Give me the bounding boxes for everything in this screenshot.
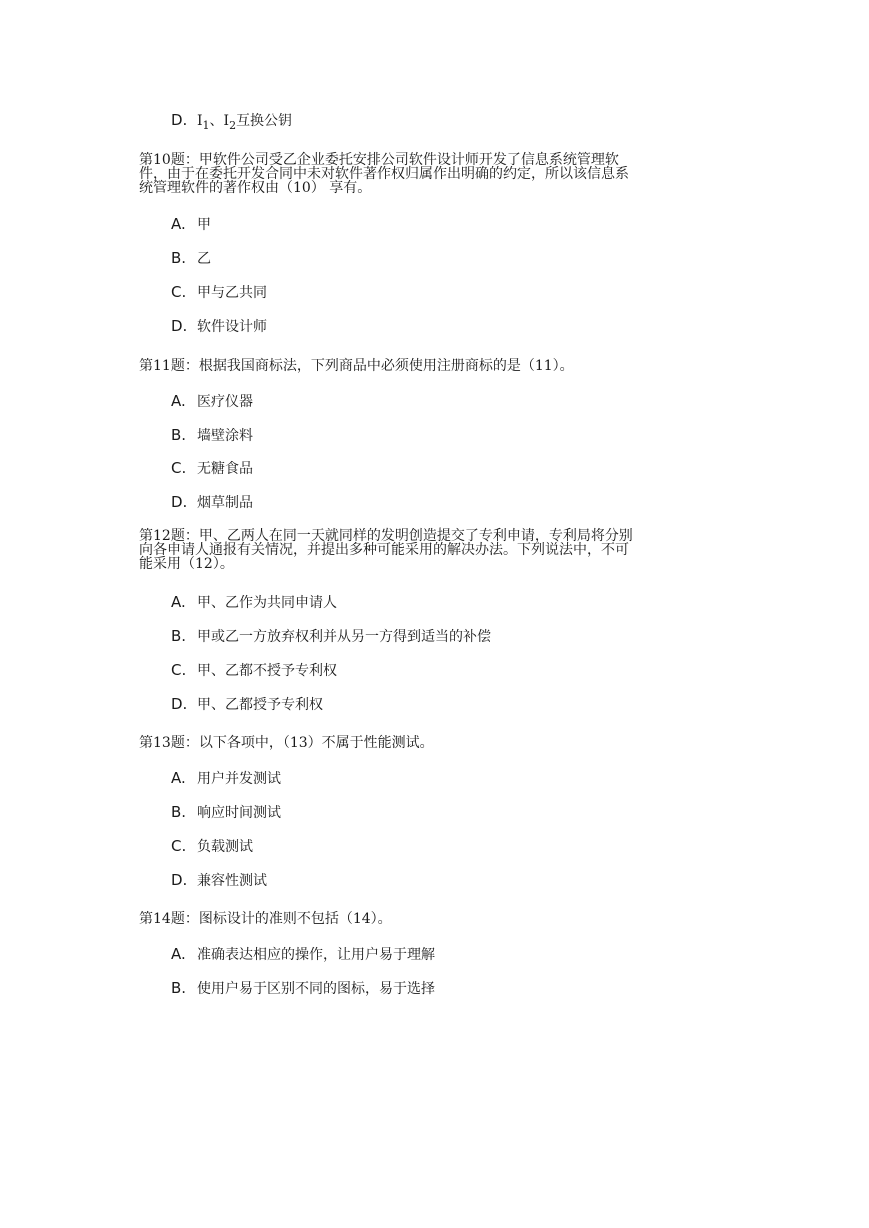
q13-option-c <box>171 837 253 856</box>
question-14-stem <box>139 912 679 926</box>
q14-option-b <box>171 979 435 998</box>
q11-option-a <box>171 392 253 411</box>
option-letter: B. <box>171 249 187 267</box>
option-text: 烟草制品 <box>197 495 253 511</box>
option-text: 甲与乙共同 <box>197 285 267 301</box>
option-letter: C. <box>171 283 187 301</box>
option-letter: A. <box>171 392 186 410</box>
i1-base: I <box>197 113 203 129</box>
option-letter: D. <box>171 317 188 335</box>
question-line: 件，由于在委托开发合同中未对软件著作权归属作出明确的约定，所以该信息系 <box>139 166 629 182</box>
question-11-stem <box>139 359 679 373</box>
option-letter: A. <box>171 593 186 611</box>
option-letter: A. <box>171 215 186 233</box>
option-text: 甲 <box>197 217 211 233</box>
option-text: 甲或乙一方放弃权利并从另一方得到适当的补偿 <box>197 629 491 645</box>
q11-option-b <box>171 426 253 445</box>
q10-option-a <box>171 215 211 234</box>
question-line: 第13题：以下各项中，（13）不属于性能测试。 <box>139 735 434 751</box>
option-text: 甲、乙都不授予专利权 <box>197 663 337 679</box>
option-letter: C. <box>171 459 187 477</box>
question-line: 第12题：甲、乙两人在同一天就同样的发明创造提交了专利申请，专利局将分别 <box>139 528 633 544</box>
q10-option-b <box>171 249 211 268</box>
option-text: 甲、乙都授予专利权 <box>197 697 323 713</box>
q11-option-d <box>171 493 253 512</box>
question-10-stem <box>139 153 679 195</box>
q12-option-a <box>171 593 337 612</box>
q12-option-b <box>171 627 491 646</box>
option-letter: C. <box>171 837 187 855</box>
i2-base: I <box>223 113 230 129</box>
option-letter: B. <box>171 979 187 997</box>
option-text: 负载测试 <box>197 839 253 855</box>
option-letter: D. <box>171 111 188 129</box>
option-text: 医疗仪器 <box>197 394 253 410</box>
q10-option-d <box>171 317 267 336</box>
option-text: 用户并发测试 <box>197 771 281 787</box>
option-text: 使用户易于区别不同的图标，易于选择 <box>197 981 435 997</box>
q10-option-c <box>171 283 267 302</box>
option-letter: B. <box>171 627 187 645</box>
q13-option-a <box>171 769 281 788</box>
i2-subscript: 2 <box>229 119 237 132</box>
option-text: 互换公钥 <box>236 113 293 129</box>
option-letter: D. <box>171 493 188 511</box>
i1-subscript: 1 <box>202 119 210 132</box>
option-letter: A. <box>171 769 186 787</box>
option-text: 准确表达相应的操作，让用户易于理解 <box>197 947 435 963</box>
option-letter: A. <box>171 945 186 963</box>
separator: 、 <box>209 113 224 129</box>
option-text: 软件设计师 <box>197 319 267 335</box>
q13-option-b <box>171 803 281 822</box>
q13-option-d <box>171 871 267 890</box>
question-line: 向各申请人通报有关情况，并提出多种可能采用的解决办法。下列说法中，不可 <box>139 542 629 558</box>
q12-option-d <box>171 695 323 714</box>
option-text: 兼容性测试 <box>197 873 267 889</box>
question-line: 第14题：图标设计的准则不包括（14）。 <box>139 911 392 927</box>
question-line: 第10题：甲软件公司受乙企业委托安排公司软件设计师开发了信息系统管理软 <box>139 152 619 168</box>
question-line: 统管理软件的著作权由（10） 享有。 <box>139 180 372 196</box>
question-12-stem <box>139 529 679 571</box>
option-text: 无糖食品 <box>197 461 253 477</box>
question-13-stem <box>139 736 679 750</box>
q9-option-d <box>171 111 292 130</box>
option-text: 甲、乙作为共同申请人 <box>197 595 337 611</box>
q14-option-a <box>171 945 435 964</box>
option-letter: D. <box>171 695 188 713</box>
option-text: 乙 <box>197 251 211 267</box>
option-letter: C. <box>171 661 187 679</box>
question-line: 第11题：根据我国商标法，下列商品中必须使用注册商标的是（11）。 <box>139 358 574 374</box>
option-letter: B. <box>171 803 187 821</box>
option-text: 响应时间测试 <box>197 805 281 821</box>
q12-option-c <box>171 661 337 680</box>
option-text: 墙壁涂料 <box>197 428 253 444</box>
question-line: 能采用（12）。 <box>139 556 234 572</box>
option-letter: D. <box>171 871 188 889</box>
q11-option-c <box>171 459 253 478</box>
option-letter: B. <box>171 426 187 444</box>
